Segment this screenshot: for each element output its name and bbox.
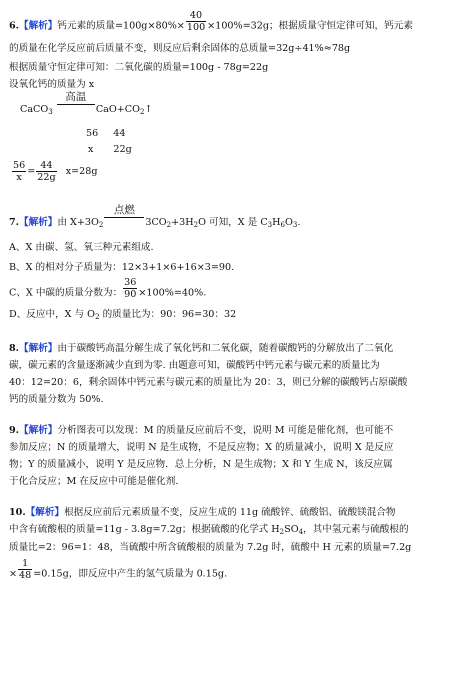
q8-line-3: 40：12=20：6，剩余固体中钙元素与碳元素的质量比为 20：3，则已分解的碳酸钙占原碳酸 xyxy=(9,377,408,388)
q6-number: 6. xyxy=(9,20,20,32)
q10-line-2: 中含有硫酸根的质量=11g - 3.8g=7.2g；根据硫酸的化学式 $H_2SO_4$，其中氢元素与硫酸根的 xyxy=(9,524,409,536)
q9-line-3: 物；Y 的质量减小，说明 Y 是反应物．总上分析，N 是生成物；X 和 Y 生成 N，该反应属 xyxy=(9,459,393,470)
analysis-tag: 【解析】 xyxy=(19,20,58,32)
q8-line-2: 碳，碳元素的含量逐渐减少直到为零. 由题意可知，碳酸钙中钙元素与碳元素的质量比为 xyxy=(9,360,380,371)
q6-equation: CaCO$_3$ 高温 $CaO+CO_2↑$ xyxy=(20,91,153,116)
q6-text: ×100%=32g；根据质量守恒定律可知，钙元素 xyxy=(207,20,413,32)
q6-line-2: 的质量在化学反应前后质量不变，则反应后剩余固体的总质量=32g÷41%≈78g xyxy=(9,43,351,54)
q6-text: 钙元素的质量=100g×80%× xyxy=(57,20,185,32)
analysis-tag: 【解析】 xyxy=(19,343,58,354)
q9-line-1: 9.【解析】分析图表可以发现：M 的质量反应前后不变，说明 M 可能是催化剂，也可能不 xyxy=(9,425,394,436)
q8-number: 8. xyxy=(9,343,20,354)
q6-mass-row-1: 56 44 xyxy=(86,128,126,139)
q10-line-1: 10.【解析】根据反应前后元素质量不变，反应生成的 11g 硫酸锌、硫酸铝、硫酸镁混合物 xyxy=(9,507,396,518)
q6-line-4: 设氧化钙的质量为 x xyxy=(9,79,95,90)
q10-number: 10. xyxy=(9,507,26,518)
q9-line-2: 参加反应；N 的质量增大，说明 N 是生成物，不是反应物；X 的质量减小，说明 X 是反应 xyxy=(9,442,394,453)
reaction-condition: 点燃 xyxy=(104,218,144,228)
analysis-tag: 【解析】 xyxy=(25,507,65,518)
q9-number: 9. xyxy=(9,425,20,436)
q6-ratio: $\frac{56}{x}$ = $\frac{44}{22g}$ x=28g xyxy=(13,160,98,184)
q6-fraction: $\frac{40}{100}$ xyxy=(186,10,206,34)
analysis-tag: 【解析】 xyxy=(19,217,58,228)
q7-line-1: 7.【解析】由 $X+3O_2$ 点燃 $3CO_2+3H_2O$ 可知，X 是 $C_3H_6O_3$. xyxy=(9,204,301,229)
q8-line-1: 8.【解析】由于碳酸钙高温分解生成了氧化钙和二氧化碳，随着碳酸钙的分解放出了二氧化 xyxy=(9,343,394,354)
q7-number: 7. xyxy=(9,217,20,228)
q6-result: x=28g xyxy=(65,166,98,178)
q9-line-4: 于化合反应；M 在反应中可能是催化剂. xyxy=(9,476,179,487)
q6-line-3: 根据质量守恒定律可知：二氧化碳的质量=100g - 78g=22g xyxy=(9,62,269,73)
q6-ratio-fraction-2: $\frac{44}{22g}$ xyxy=(37,160,56,184)
q6-line-1 xyxy=(9,10,413,34)
q7-option-c: C、X 中碳的质量分数为： $\frac{36}{90}$ ×100%=40%. xyxy=(9,277,207,301)
reaction-condition: 高温 xyxy=(57,105,95,115)
q6-mass-row-2: x 22g xyxy=(88,144,132,155)
q7-fraction: $\frac{36}{90}$ xyxy=(124,277,137,301)
q7-option-b: B、X 的相对分子质量为：12×3+1×6+16×3=90. xyxy=(9,262,235,273)
analysis-tag: 【解析】 xyxy=(19,425,58,436)
q8-line-4: 钙的质量分数为 50%. xyxy=(9,394,104,405)
q10-line-3: 质量比=2：96=1：48，当硫酸中所含硫酸根的质量为 7.2g 时，硫酸中 H 元素的质量=7.2g xyxy=(9,542,412,553)
q7-option-d: D、反应中，X 与 $O_2$ 的质量比为：90：96=30：32 xyxy=(9,309,237,321)
q10-fraction: $\frac{1}{48}$ xyxy=(19,558,32,582)
q10-line-4: × $\frac{1}{48}$ =0.15g，即反应中产生的氢气质量为 0.15g. xyxy=(9,558,228,582)
q7-option-a: A、X 由碳、氢、氧三种元素组成. xyxy=(9,242,154,253)
q6-ratio-fraction-1: $\frac{56}{x}$ xyxy=(13,160,26,184)
